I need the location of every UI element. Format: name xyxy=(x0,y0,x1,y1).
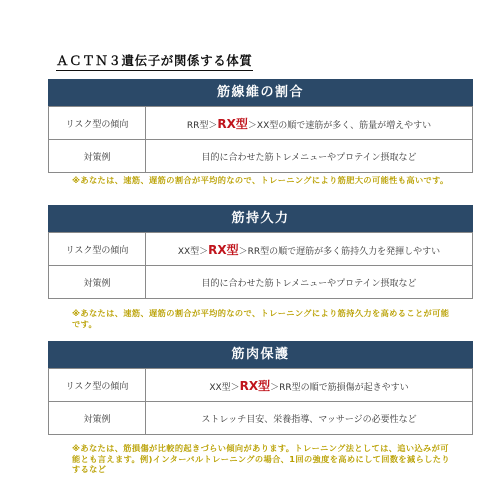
info-table xyxy=(48,106,473,173)
note-text: ※あなたは、速筋、遅筋の割合が平均的なので、トレーニングにより筋肥大の可能性も高いです。 xyxy=(72,175,449,185)
value-prefix: RR型＞ xyxy=(186,120,218,131)
row-value: 目的に合わせた筋トレメニューやプロテイン摂取など xyxy=(146,266,473,299)
table-row xyxy=(49,140,473,173)
section-heading: 筋持久力 xyxy=(48,205,473,232)
row-label: リスク型の傾向 xyxy=(49,369,146,402)
table-row xyxy=(49,266,473,299)
note-text: ※あなたは、筋損傷が比較的起きづらい傾向があります。トレーニング法としては、追い込みが可能とも言えます。例)インターバルトレーニングの場合、1回の強度を高めにして回数を減らしたりするなど xyxy=(72,443,450,474)
value-prefix: XX型＞ xyxy=(177,246,209,257)
row-label: 対策例 xyxy=(49,266,146,299)
rx-type-highlight: RX型 xyxy=(239,378,271,393)
section-muscle-fiber-ratio xyxy=(48,79,473,173)
page-title: ＡＣＴＮ３遺伝子が関係する体質 xyxy=(56,51,253,71)
row-value xyxy=(146,369,473,402)
table-row xyxy=(49,402,473,435)
table-row xyxy=(49,233,473,266)
table-row xyxy=(49,107,473,140)
info-table xyxy=(48,368,473,435)
section-heading: 筋肉保護 xyxy=(48,341,473,368)
value-prefix: XX型＞ xyxy=(209,382,240,393)
table-row xyxy=(49,369,473,402)
row-value: ストレッチ目安、栄養指導、マッサージの必要性など xyxy=(146,402,473,435)
section-heading: 筋線維の割合 xyxy=(48,79,473,106)
note-text: ※あなたは、速筋、遅筋の割合が平均的なので、トレーニングにより筋持久力を高めることが可能です。 xyxy=(72,308,450,329)
row-label: 対策例 xyxy=(49,402,146,435)
value-suffix: ＞RR型の順で遅筋が多く筋持久力を発揮しやすい xyxy=(238,246,441,257)
rx-type-highlight: RX型 xyxy=(217,116,248,131)
row-value: 目的に合わせた筋トレメニューやプロテイン摂取など xyxy=(146,140,473,173)
row-value xyxy=(146,233,473,266)
section-muscle-protection xyxy=(48,341,473,435)
row-label: 対策例 xyxy=(49,140,146,173)
row-label: リスク型の傾向 xyxy=(49,107,146,140)
section-muscle-endurance xyxy=(48,205,473,299)
value-suffix: ＞XX型の順で速筋が多く、筋量が増えやすい xyxy=(247,120,432,131)
row-value xyxy=(146,107,473,140)
row-label: リスク型の傾向 xyxy=(49,233,146,266)
rx-type-highlight: RX型 xyxy=(208,242,239,257)
info-table xyxy=(48,232,473,299)
value-suffix: ＞RR型の順で筋損傷が起きやすい xyxy=(270,382,409,393)
